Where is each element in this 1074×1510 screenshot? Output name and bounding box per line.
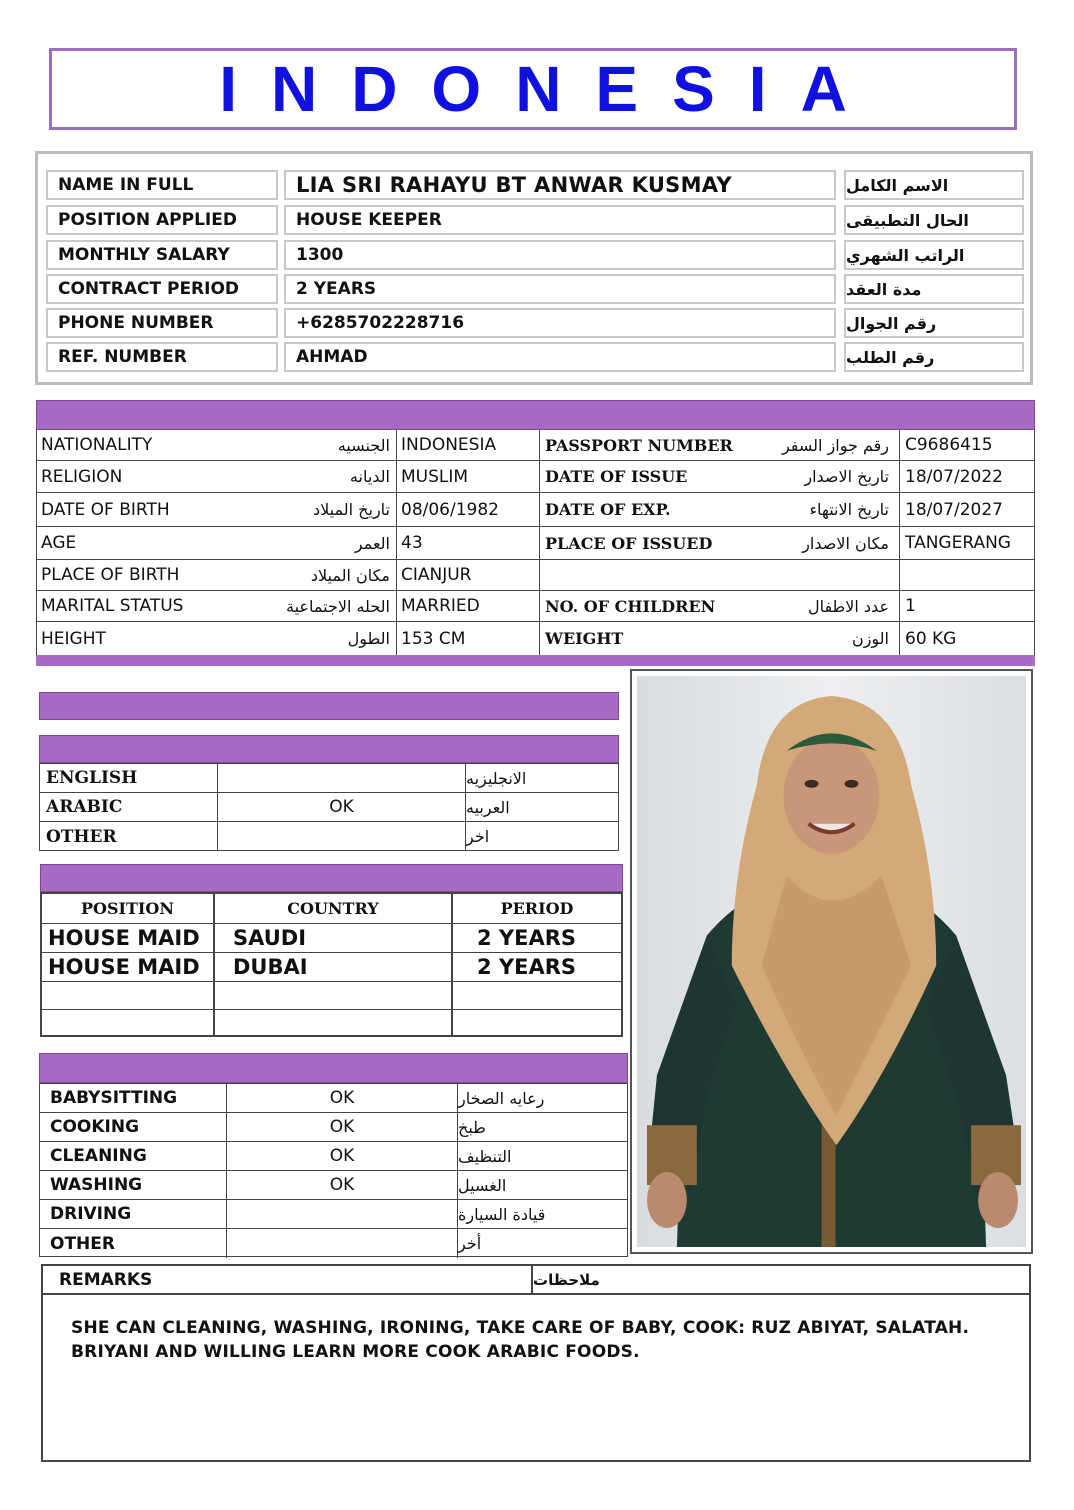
- label-en: PLACE OF ISSUED: [545, 533, 713, 553]
- personal-value: 60 KG: [905, 628, 957, 649]
- skill-row: [40, 1113, 627, 1142]
- experience-country: DUBAI: [215, 953, 453, 981]
- language-label: ENGLISH: [40, 764, 218, 792]
- identity-value: 2 YEARS: [284, 274, 836, 304]
- language-row: [40, 822, 618, 851]
- remarks-header: [43, 1266, 1029, 1295]
- section-bar: [39, 692, 619, 720]
- page-title: INDONESIA: [219, 53, 881, 125]
- label-en: NO. OF CHILDREN: [545, 596, 716, 616]
- label-en: AGE: [41, 533, 77, 553]
- language-label-ar: اخر: [466, 827, 490, 846]
- personal-row: [37, 560, 1034, 591]
- experience-period: [453, 982, 621, 1009]
- languages-section-bar: [39, 735, 619, 763]
- label-ar: عدد الاطفال: [807, 596, 889, 616]
- label-ar: تاريخ الاصدار: [804, 467, 889, 486]
- experience-header-row: [42, 894, 621, 924]
- label-en: DATE OF BIRTH: [41, 499, 170, 520]
- remarks-box: [41, 1264, 1031, 1462]
- experience-table: [40, 892, 623, 1037]
- experience-row: [42, 924, 621, 953]
- label-ar: الطول: [347, 629, 390, 648]
- label-en: MARITAL STATUS: [41, 596, 184, 616]
- skill-label: COOKING: [40, 1113, 227, 1141]
- skill-label-ar: قيادة السيارة: [458, 1204, 546, 1224]
- label-ar: رقم جواز السفر: [781, 435, 889, 455]
- personal-label-cell: [37, 622, 397, 655]
- personal-label-cell: [37, 591, 397, 621]
- identity-label: POSITION APPLIED: [46, 205, 278, 235]
- skill-label-ar: رعايه الصخار: [458, 1088, 545, 1108]
- remarks-line: SHE CAN CLEANING, WASHING, IRONING, TAKE CARE OF BABY, COOK: RUZ ABIYAT, SALATAH.: [71, 1318, 970, 1338]
- skill-label-ar: التنظيف: [458, 1146, 512, 1166]
- identity-label: REF. NUMBER: [46, 342, 278, 372]
- skill-row: [40, 1142, 627, 1171]
- identity-value: +6285702228716: [284, 308, 836, 338]
- identity-value: [284, 170, 836, 200]
- label-en: WEIGHT: [545, 629, 624, 648]
- label-en: NATIONALITY: [41, 435, 153, 455]
- identity-label: PHONE NUMBER: [46, 308, 278, 338]
- personal-label-cell: [540, 560, 900, 590]
- column-header: COUNTRY: [215, 894, 453, 923]
- experience-row: [42, 953, 621, 982]
- label-en: DATE OF EXP.: [545, 500, 671, 519]
- personal-row: [37, 591, 1034, 622]
- skill-value: [227, 1200, 458, 1228]
- experience-country: SAUDI: [215, 924, 453, 952]
- personal-value: INDONESIA: [397, 430, 540, 460]
- experience-country: [215, 1010, 453, 1035]
- language-label-ar: الانجليزيه: [466, 768, 527, 788]
- experience-position: HOUSE MAID: [42, 924, 215, 952]
- label-en: PLACE OF BIRTH: [41, 565, 180, 585]
- experience-period: 2 YEARS: [477, 926, 577, 950]
- identity-label: NAME IN FULL: [46, 170, 278, 200]
- identity-value: HOUSE KEEPER: [284, 205, 836, 235]
- personal-label-cell: [37, 560, 397, 590]
- personal-label-cell: [540, 622, 900, 655]
- language-label: OTHER: [40, 822, 218, 851]
- identity-row: [46, 342, 1024, 372]
- identity-label: MONTHLY SALARY: [46, 240, 278, 270]
- personal-row: [37, 461, 1034, 493]
- remarks-label-ar: ملاحظات: [533, 1270, 600, 1289]
- personal-footer-bar: [36, 655, 1035, 666]
- identity-label-ar: الحال التطبيقى: [844, 205, 1024, 235]
- label-ar: الديانه: [349, 467, 390, 486]
- identity-label-ar: رقم الجوال: [844, 308, 1024, 338]
- experience-position: [42, 1010, 215, 1035]
- label-ar: العمر: [354, 533, 390, 553]
- column-header: PERIOD: [500, 899, 574, 918]
- personal-label-cell: [540, 430, 900, 460]
- personal-value: MARRIED: [397, 591, 540, 621]
- identity-row: [46, 205, 1024, 235]
- skill-value: OK: [227, 1142, 458, 1170]
- identity-row: [46, 240, 1024, 270]
- personal-value: CIANJUR: [397, 560, 540, 590]
- skill-label: BABYSITTING: [40, 1084, 227, 1112]
- personal-row: [37, 430, 1034, 461]
- identity-label-ar: الراتب الشهري: [844, 240, 1024, 270]
- label-en: HEIGHT: [41, 628, 106, 649]
- skill-row: [40, 1084, 627, 1113]
- skill-row: [40, 1229, 627, 1258]
- experience-period: 2 YEARS: [477, 955, 577, 979]
- identity-row: [46, 274, 1024, 304]
- personal-section-bar: [36, 400, 1035, 430]
- remarks-label: REMARKS: [43, 1266, 533, 1293]
- identity-label-ar: رقم الطلب: [844, 342, 1024, 372]
- personal-row: [37, 527, 1034, 560]
- skills-table: [39, 1083, 628, 1257]
- personal-label-cell: [540, 461, 900, 492]
- label-ar: مكان الميلاد: [310, 565, 390, 585]
- personal-value: 18/07/2027: [905, 499, 1003, 520]
- label-ar: تاريخ الميلاد: [313, 500, 390, 519]
- column-header: POSITION: [42, 894, 215, 923]
- language-value: OK: [218, 793, 466, 821]
- identity-label: CONTRACT PERIOD: [46, 274, 278, 304]
- skill-row: [40, 1171, 627, 1200]
- experience-row: [42, 982, 621, 1010]
- personal-label-cell: [37, 493, 397, 526]
- identity-value: 1300: [284, 240, 836, 270]
- skill-value: OK: [227, 1171, 458, 1199]
- applicant-photo-frame: [630, 669, 1033, 1254]
- label-ar: تاريخ الانتهاء: [809, 500, 889, 519]
- personal-value: TANGERANG: [905, 533, 1011, 553]
- language-label-ar: العربيه: [466, 797, 510, 817]
- label-ar: الجنسيه: [337, 435, 390, 455]
- personal-label-cell: [540, 493, 900, 526]
- skill-label-ar: أخر: [458, 1234, 482, 1253]
- personal-label-cell: [37, 461, 397, 492]
- language-row: [40, 793, 618, 822]
- personal-label-cell: [540, 591, 900, 621]
- personal-value: 08/06/1982: [397, 493, 540, 526]
- language-label: ARABIC: [40, 793, 218, 821]
- experience-section-bar: [40, 864, 623, 892]
- identity-label-ar: مدة العقد: [844, 274, 1024, 304]
- personal-details-table: [36, 430, 1035, 656]
- label-ar: الوزن: [851, 629, 889, 648]
- identity-row: [46, 308, 1024, 338]
- identity-row: [46, 170, 1024, 200]
- skills-section-bar: [39, 1053, 628, 1083]
- personal-label-cell: [540, 527, 900, 559]
- label-ar: مكان الاصدار: [802, 533, 889, 553]
- personal-value: 1: [905, 596, 916, 616]
- full-name-value: LIA SRI RAHAYU BT ANWAR KUSMAY: [296, 173, 732, 197]
- personal-row: [37, 622, 1034, 655]
- identity-label-ar: الاسم الكامل: [844, 170, 1024, 200]
- skill-label-ar: الغسيل: [458, 1175, 507, 1195]
- skill-label-ar: طبخ: [458, 1117, 486, 1137]
- skill-value: OK: [227, 1084, 458, 1112]
- skill-row: [40, 1200, 627, 1229]
- skill-value: [227, 1229, 458, 1258]
- experience-position: [42, 982, 215, 1009]
- language-row: [40, 764, 618, 793]
- experience-row: [42, 1010, 621, 1035]
- applicant-photo: [637, 676, 1026, 1247]
- language-value: [218, 822, 466, 851]
- personal-value: C9686415: [905, 435, 993, 455]
- skill-label: CLEANING: [40, 1142, 227, 1170]
- experience-period: [453, 1010, 621, 1035]
- personal-label-cell: [37, 527, 397, 559]
- label-en: DATE OF ISSUE: [545, 467, 688, 486]
- personal-row: [37, 493, 1034, 527]
- label-en: RELIGION: [41, 466, 123, 487]
- label-ar: الحله الاجتماعية: [286, 596, 390, 616]
- personal-value: 18/07/2022: [905, 466, 1003, 487]
- skill-label: WASHING: [40, 1171, 227, 1199]
- title-box: [49, 48, 1017, 130]
- languages-table: [39, 763, 619, 851]
- personal-value: MUSLIM: [397, 461, 540, 492]
- experience-position: HOUSE MAID: [42, 953, 215, 981]
- label-en: PASSPORT NUMBER: [545, 435, 733, 455]
- skill-value: OK: [227, 1113, 458, 1141]
- skill-label: OTHER: [40, 1229, 227, 1258]
- skill-label: DRIVING: [40, 1200, 227, 1228]
- personal-label-cell: [37, 430, 397, 460]
- experience-country: [215, 982, 453, 1009]
- identity-value: AHMAD: [284, 342, 836, 372]
- identity-table: [35, 151, 1033, 385]
- remarks-text: [71, 1316, 1011, 1364]
- personal-value: [900, 560, 1034, 590]
- remarks-line: BRIYANI AND WILLING LEARN MORE COOK ARABIC FOODS.: [71, 1342, 640, 1362]
- personal-value: 153 CM: [397, 622, 540, 655]
- language-value: [218, 764, 466, 792]
- personal-value: 43: [397, 527, 540, 559]
